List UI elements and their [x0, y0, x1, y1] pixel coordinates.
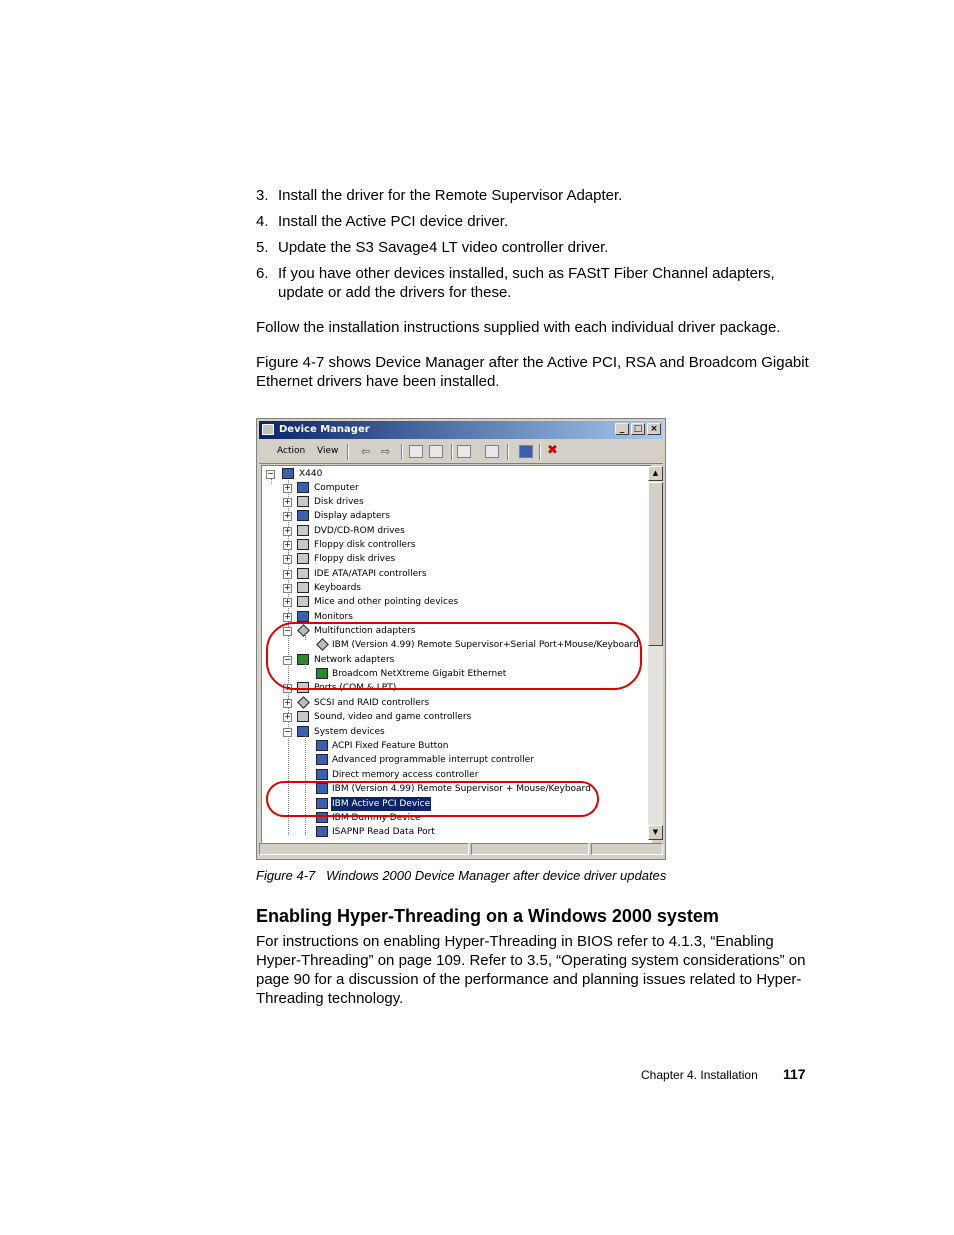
sound-icon: [297, 711, 309, 722]
highlight-oval-rsa-network: [266, 622, 642, 690]
mouse-icon: [297, 596, 309, 607]
monitor-icon: [297, 611, 309, 622]
status-pane: [591, 843, 663, 855]
back-arrow-icon[interactable]: ⇦: [361, 445, 371, 458]
computer-icon: [297, 482, 309, 493]
device-tree: − X440 + Computer + Disk drives + Display adapters + DVD/CD-ROM drives + Floppy disk controllers + Floppy disk drives + IDE ATA/ATAPI controllers + Keyboards + Mice and other pointing devices + Monitors − Multifunction adapters IBM (Version 4.99) Remote Supervisor+Serial Port+Mouse/Keyboard − Network adapters Broadcom NetXtreme Gigabit Ethernet + Ports (COM & LPT) + SCSI and RAID controllers + Sound, video and game controllers − System devices ACPI Fixed Feature Button Advanced programmable interrupt controller Direct memory access controller IBM (Version 4.99) Remote Supervisor + Mouse/Keyboard IBM Active PCI Device IBM Dummy Device ISAPNP Read Data Port: [261, 465, 652, 843]
device-manager-icon: [262, 424, 274, 435]
floppy-controller-icon: [297, 539, 309, 550]
system-device-icon: [316, 740, 328, 751]
vertical-scrollbar[interactable]: [648, 466, 663, 840]
figure-caption: Figure 4-7 Windows 2000 Device Manager after device driver updates: [256, 868, 667, 883]
floppy-drive-icon: [297, 553, 309, 564]
menu-action[interactable]: Action: [277, 446, 306, 456]
step-item: 3. Install the driver for the Remote Supervisor Adapter.: [256, 187, 623, 204]
menu-view[interactable]: View: [317, 446, 339, 456]
paragraph-follow: Follow the installation instructions supplied with each individual driver package.: [256, 319, 781, 336]
status-pane: [259, 843, 469, 855]
details-icon[interactable]: [429, 445, 443, 458]
dvd-drive-icon: [297, 525, 309, 536]
ide-controller-icon: [297, 568, 309, 579]
uninstall-icon[interactable]: ✖: [547, 443, 558, 458]
scan-hardware-icon[interactable]: [519, 445, 533, 458]
menu-toolbar: [259, 441, 663, 464]
display-adapter-icon: [297, 510, 309, 521]
close-button[interactable]: ×: [647, 423, 661, 435]
toolbar-separator: [451, 444, 453, 460]
paragraph-body: For instructions on enabling Hyper-Threading in BIOS refer to 4.1.3, “Enabling Hyper-Threading” on page 109. Refer to 3.5, “Operating system considerations” on page 90 for a discussion of the performance and planning issues related to Hyper-Threading technology.: [256, 933, 806, 1007]
paragraph-figure-intro: Figure 4-7 shows Device Manager after the Active PCI, RSA and Broadcom Gigabit Ethernet drivers have been installed.: [256, 354, 809, 390]
page-number: 117: [783, 1066, 806, 1082]
toolbar-separator: [539, 444, 541, 460]
step-item: 5. Update the S3 Savage4 LT video controller driver.: [256, 239, 609, 256]
view-icon[interactable]: [409, 445, 423, 458]
system-device-icon: [316, 826, 328, 837]
step-item: 6. If you have other devices installed, such as FAStT Fiber Channel adapters, update or add the drivers for these.: [256, 265, 775, 301]
section-heading: Enabling Hyper-Threading on a Windows 2000 system: [256, 906, 719, 926]
properties-icon[interactable]: [457, 445, 471, 458]
collapse-icon[interactable]: −: [267, 469, 274, 478]
step-item: 4. Install the Active PCI device driver.: [256, 213, 509, 230]
window-titlebar: [259, 421, 663, 439]
highlight-oval-active-pci: [266, 781, 599, 817]
forward-arrow-icon[interactable]: ⇨: [381, 445, 391, 458]
minimize-button[interactable]: _: [615, 423, 629, 435]
scroll-down-icon[interactable]: ▼: [648, 825, 663, 840]
keyboard-icon: [297, 582, 309, 593]
maximize-button[interactable]: □: [631, 423, 645, 435]
scroll-up-icon[interactable]: ▲: [648, 466, 663, 481]
status-pane: [471, 843, 589, 855]
help-icon[interactable]: [485, 445, 499, 458]
computer-icon: [282, 468, 294, 479]
status-bar: [259, 841, 663, 857]
scsi-controller-icon: [297, 696, 310, 709]
system-device-icon: [316, 769, 328, 780]
scroll-thumb[interactable]: [648, 482, 663, 646]
system-device-icon: [297, 726, 309, 737]
window-title: Device Manager: [279, 424, 370, 435]
toolbar-separator: [507, 444, 509, 460]
system-device-icon: [316, 754, 328, 765]
toolbar-separator: [347, 444, 349, 460]
step-list: [256, 186, 816, 309]
footer-chapter: Chapter 4. Installation: [641, 1068, 758, 1082]
toolbar-separator: [401, 444, 403, 460]
disk-drive-icon: [297, 496, 309, 507]
